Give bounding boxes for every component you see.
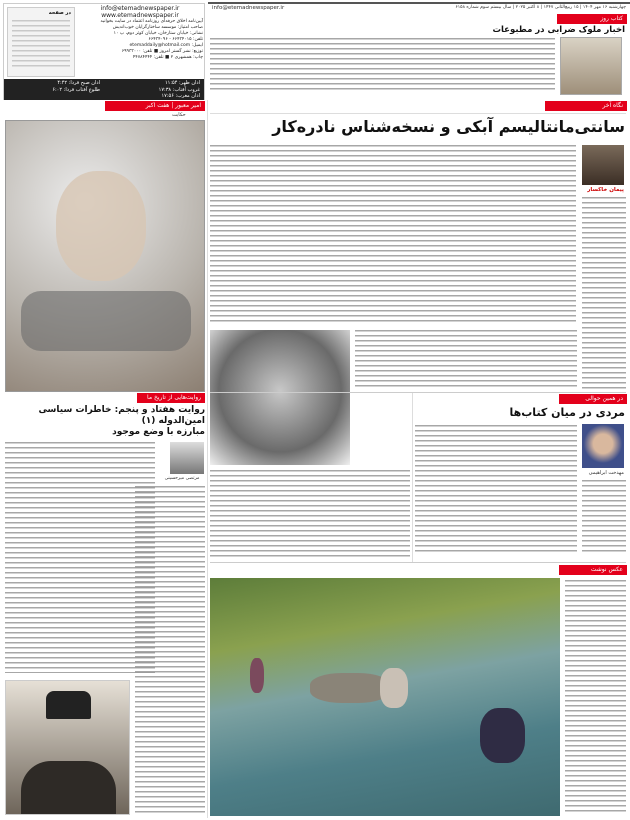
prayer-times-bar xyxy=(4,79,204,100)
cartoon-caption: حکایت xyxy=(172,112,186,118)
portrait-image xyxy=(210,330,350,465)
nearby-headline[interactable]: مردی در میان کتاب‌ها xyxy=(509,406,625,419)
front-page-thumbnail[interactable] xyxy=(7,7,75,77)
masthead-email[interactable]: info@etemadnewspaper.ir xyxy=(212,5,285,11)
info-line: صاحب امتیاز: موسسه ساختارگرایان خوب‌اندیش xyxy=(112,25,203,30)
history-headline-block xyxy=(5,405,205,438)
info-email[interactable]: info@etemadnewspaper.ir xyxy=(100,5,180,12)
author-photo xyxy=(582,145,624,185)
history-headline-1[interactable]: روایت هفتاد و پنجم: خاطرات سیاسی امین‌الدوله (۱) xyxy=(38,405,205,426)
section-label-history: روایت‌هایی از تاریخ ما xyxy=(137,393,205,403)
nearby-author-photo xyxy=(582,424,624,468)
amin-al-dowleh-photo xyxy=(5,680,130,815)
info-box xyxy=(3,3,205,100)
history-author-photo xyxy=(170,442,204,474)
masthead-date: چهارشنبه ۱۶ مهر ۱۴۰۴ | ۱۵ ربیع‌الثانی ۱۴۴۷ | ۸ اکتبر ۲۰۲۵ | سال بیستم سوم شماره ۶۱۵۸ xyxy=(455,5,626,10)
thumbnail-title: در صفحه xyxy=(48,10,71,16)
section-label-photo-note: عکس نوشت xyxy=(559,565,627,575)
history-author-name: مرتضی میرحسینی xyxy=(164,476,200,481)
history-headline-2[interactable]: مبارزه با وضع موجود xyxy=(112,427,205,437)
info-website[interactable]: www.etemadnewspaper.ir xyxy=(101,12,179,19)
prayer-time: اذان مغرب: ۱۷:۵۶ xyxy=(161,93,200,99)
prayer-time: اذان صبح فردا: ۴:۴۲ xyxy=(57,80,100,86)
info-line: نشانی: خیابان ستارخان، خیابان کوثر دوم، پ ۱۰ xyxy=(113,31,203,36)
prayer-time: طلوع آفتاب فردا: ۶:۰۲ xyxy=(52,86,100,93)
info-line: توزیع: نشر گستر امروز ■ تلفن: ۶۹۹۳۳۰۰۰ xyxy=(121,49,203,54)
author-name: پیمان خاکسار xyxy=(587,187,624,193)
section-label-book-day: کتاب روز xyxy=(557,14,627,24)
prayer-time: اذان ظهر: ۱۱:۵۴ xyxy=(164,80,200,86)
section-label-cartoon: امیر معبور | هفت اکبر xyxy=(105,101,205,111)
section-label-last-look: نگاه آخر xyxy=(545,101,627,111)
book-day-headline[interactable]: اخبار ملوک ضرابی در مطبوعات xyxy=(492,25,625,35)
info-tagline: آیین‌نامه اخلاق حرفه‌ای روزنامه اعتماد در سایت بخوانید xyxy=(100,19,203,24)
last-look-headline[interactable]: سانتی‌مانتالیسم آبکی و نسخه‌شناس نادره‌کار xyxy=(272,117,625,136)
info-line: چاپ: همشهری ۲ ■ تلفن: ۴۴۷۸۴۴۴۴ xyxy=(132,55,203,60)
photo-note-image[interactable] xyxy=(210,578,560,816)
nearby-author-name: مهدخت ابراهیمی xyxy=(588,470,624,476)
section-label-nearby: در همین حوالی xyxy=(559,394,627,404)
info-line: تلفن: ۶۶۴۳۴۰۱۵ - ۶۶۴۳۴۰۹۶ xyxy=(148,37,203,42)
info-line: ایمیل: etemaddaily@hotmail.com xyxy=(129,43,203,48)
cartoon-image[interactable] xyxy=(5,120,205,392)
prayer-time: غروب آفتاب: ۱۷:۳۸ xyxy=(158,86,200,93)
book-cover-image xyxy=(560,37,622,95)
